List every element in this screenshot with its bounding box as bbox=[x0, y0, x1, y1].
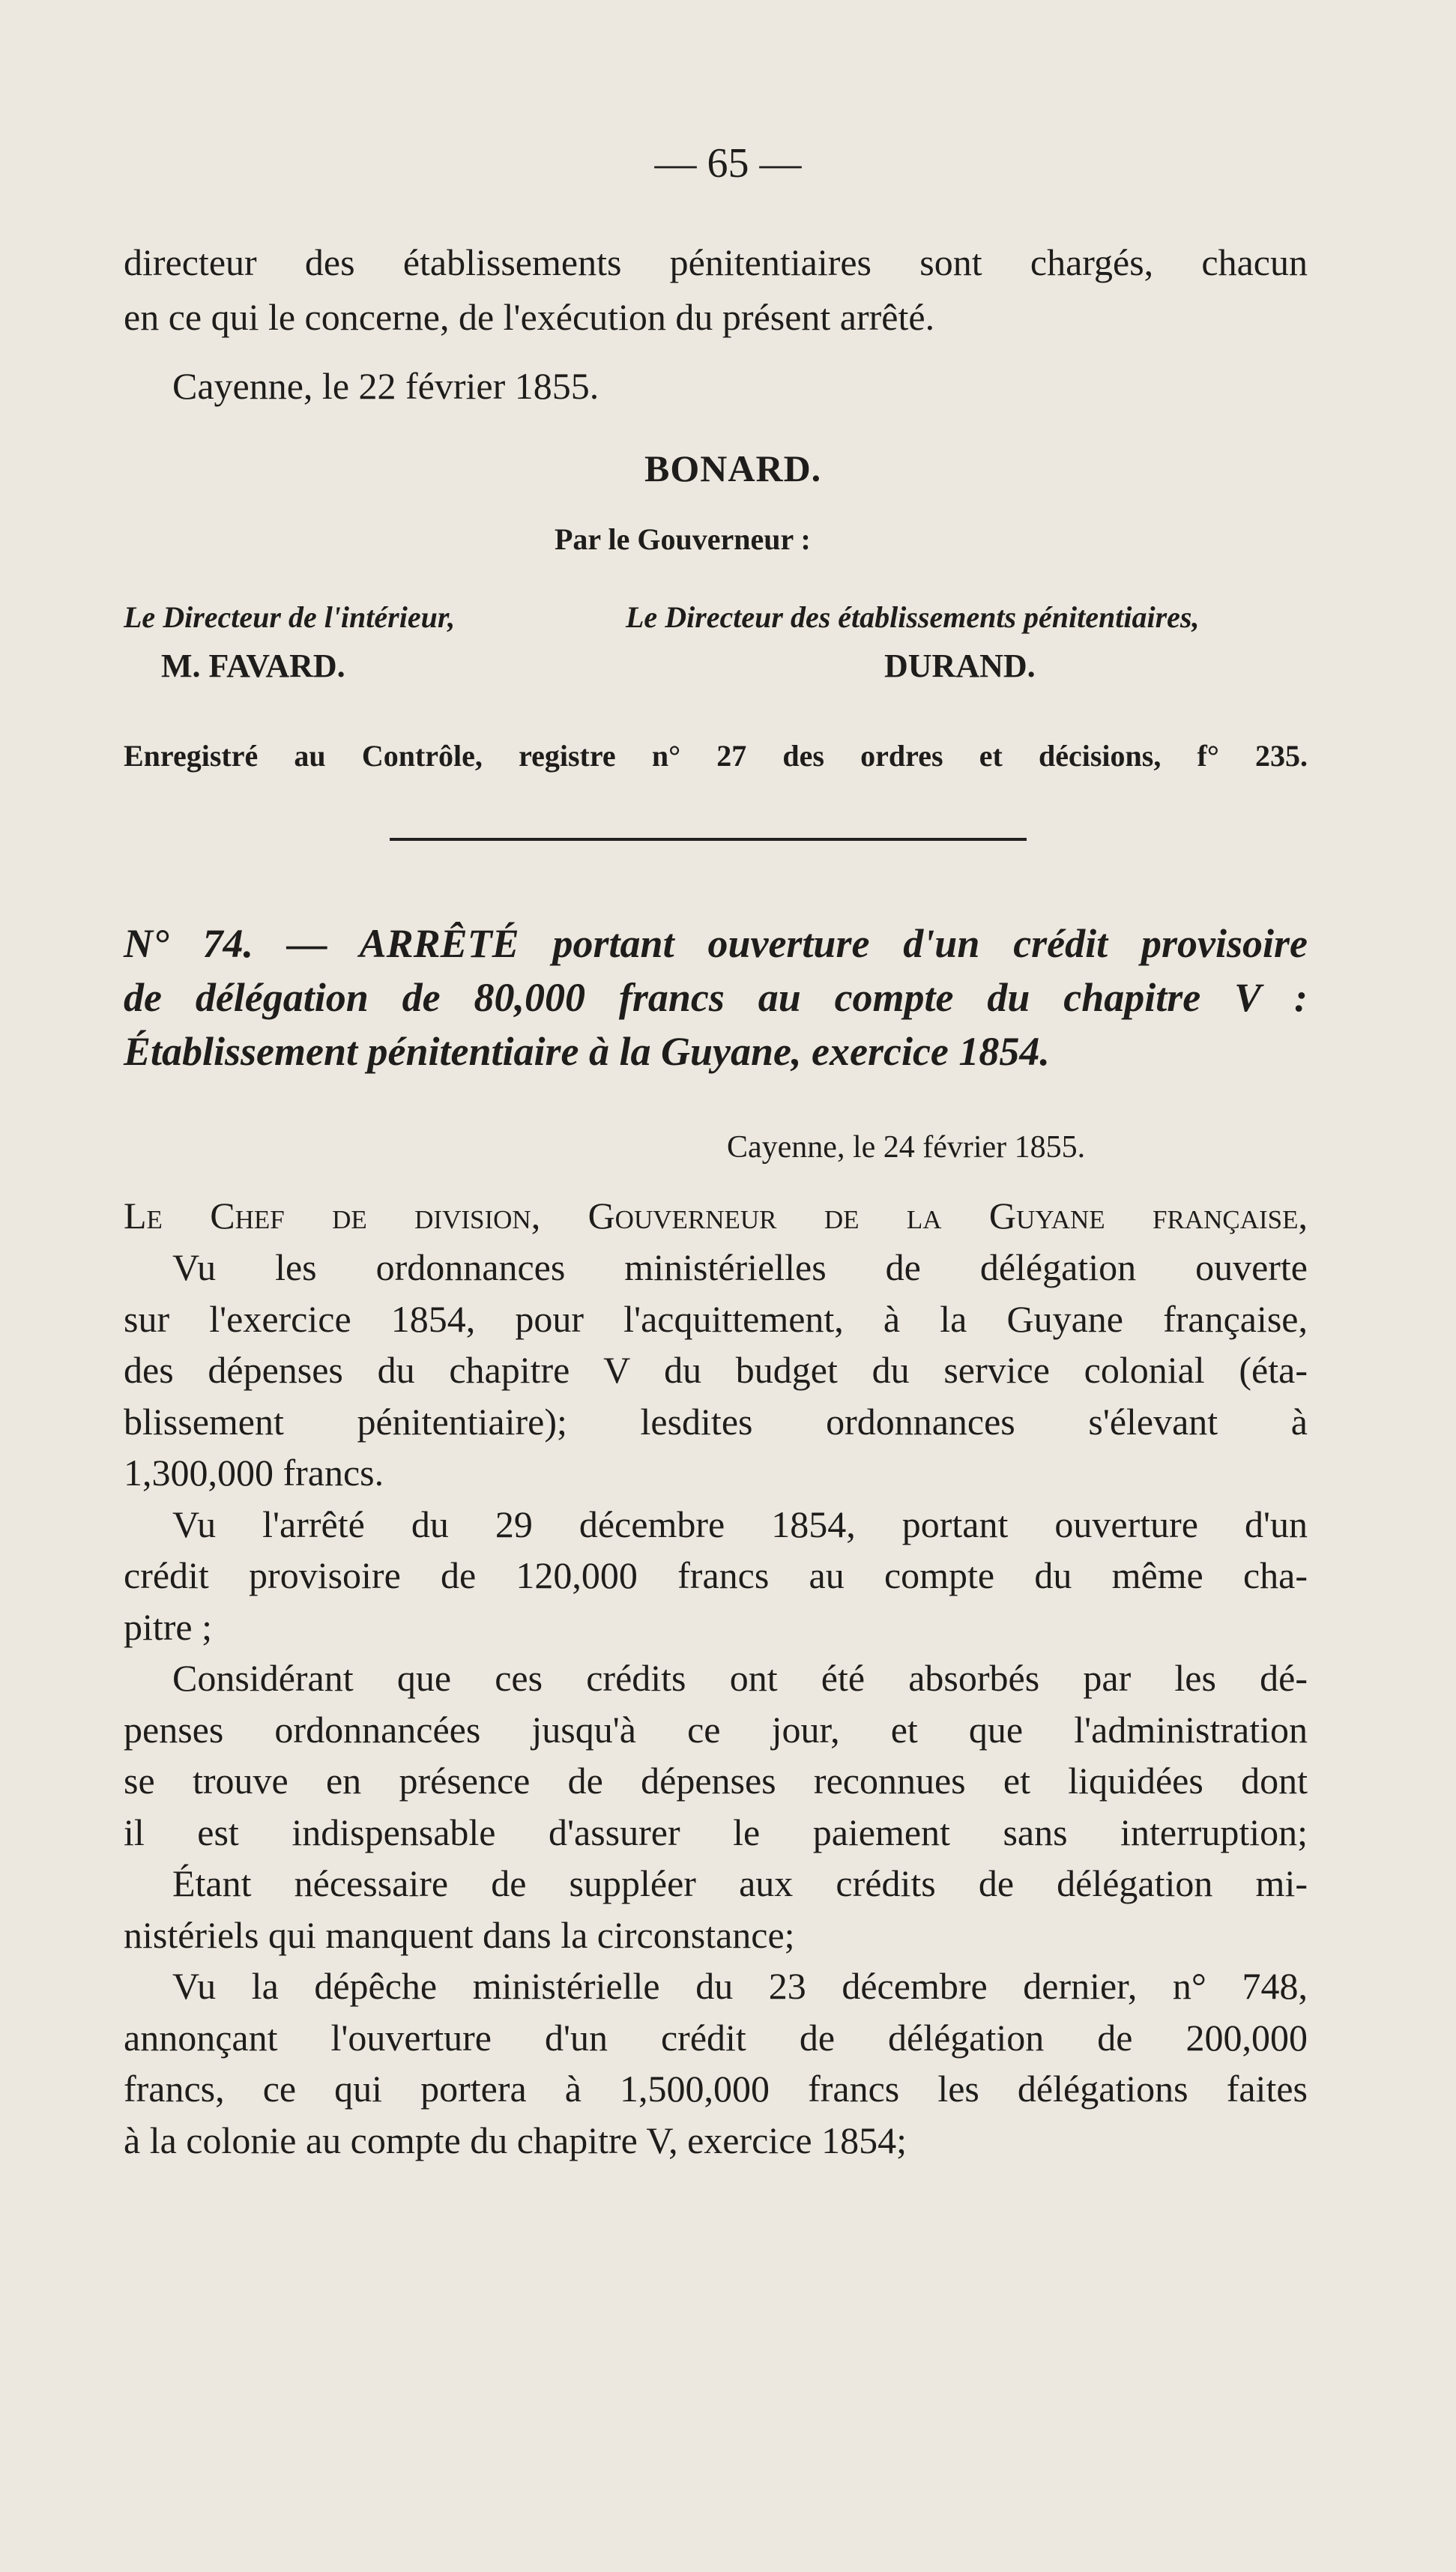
text-line: Étant nécessaire de suppléer aux crédits de délégation mi- bbox=[172, 1862, 1308, 1904]
text-line: Vu l'arrêté du 29 décembre 1854, portant ouverture d'un bbox=[172, 1503, 1308, 1545]
text-line: crédit provisoire de 120,000 francs au compte du même cha- bbox=[124, 1554, 1308, 1596]
text-line: nistériels qui manquent dans la circonstance; bbox=[124, 1914, 795, 1956]
place-date: Cayenne, le 22 février 1855. bbox=[172, 365, 599, 407]
text-line: francs, ce qui portera à 1,500,000 francs les délégations faites bbox=[124, 2068, 1308, 2110]
signatory-right-name: DURAND. bbox=[884, 647, 1036, 684]
text-line: se trouve en présence de dépenses reconnues et liquidées dont bbox=[124, 1760, 1308, 1802]
arrete-heading-line: Établissement pénitentiaire à la Guyane, exercice 1854. bbox=[124, 1029, 1050, 1074]
text-line: penses ordonnancées jusqu'à ce jour, et que l'administration bbox=[124, 1709, 1308, 1751]
text-line: en ce qui le concerne, de l'exécution du présent arrêté. bbox=[124, 296, 935, 338]
registration-note: Enregistré au Contrôle, registre n° 27 des ordres et décisions, f° 235. bbox=[124, 739, 1308, 773]
signatory-left-name: M. FAVARD. bbox=[161, 647, 345, 684]
arrete-intro: Le Chef de division, Gouverneur de la Guyane française, bbox=[124, 1195, 1308, 1237]
text-line: des dépenses du chapitre V du budget du service colonial (éta- bbox=[124, 1349, 1308, 1391]
text-line: Vu les ordonnances ministérielles de délégation ouverte bbox=[172, 1246, 1308, 1288]
page-number: — 65 — bbox=[654, 140, 802, 187]
par-le-gouverneur: Par le Gouverneur : bbox=[555, 522, 811, 556]
arrete-heading-line: de délégation de 80,000 francs au compte du chapitre V : bbox=[124, 975, 1308, 1020]
separator-rule bbox=[390, 838, 1027, 841]
signatory-left-title: Le Directeur de l'intérieur, bbox=[124, 600, 456, 634]
text-line: il est indispensable d'assurer le paiement sans interruption; bbox=[124, 1811, 1308, 1853]
text-line: sur l'exercice 1854, pour l'acquittement, à la Guyane française, bbox=[124, 1298, 1308, 1340]
text-line: directeur des établissements pénitentiaires sont chargés, chacun bbox=[124, 241, 1308, 283]
text-line: Vu la dépêche ministérielle du 23 décembre dernier, n° 748, bbox=[172, 1965, 1308, 2007]
text-line: 1,300,000 francs. bbox=[124, 1452, 384, 1494]
text-line: à la colonie au compte du chapitre V, exercice 1854; bbox=[124, 2119, 907, 2161]
text-line: annonçant l'ouverture d'un crédit de délégation de 200,000 bbox=[124, 2017, 1308, 2059]
place-date: Cayenne, le 24 février 1855. bbox=[727, 1130, 1086, 1165]
text-line: Considérant que ces crédits ont été absorbés par les dé- bbox=[172, 1657, 1308, 1699]
signature-governor: BONARD. bbox=[644, 447, 822, 489]
text-line: blissement pénitentiaire); lesdites ordonnances s'élevant à bbox=[124, 1401, 1308, 1443]
arrete-heading-line: N° 74. — ARRÊTÉ portant ouverture d'un crédit provisoire bbox=[124, 921, 1308, 966]
signatory-right-title: Le Directeur des établissements pénitentiaires, bbox=[626, 600, 1200, 634]
text-line: pitre ; bbox=[124, 1606, 213, 1648]
